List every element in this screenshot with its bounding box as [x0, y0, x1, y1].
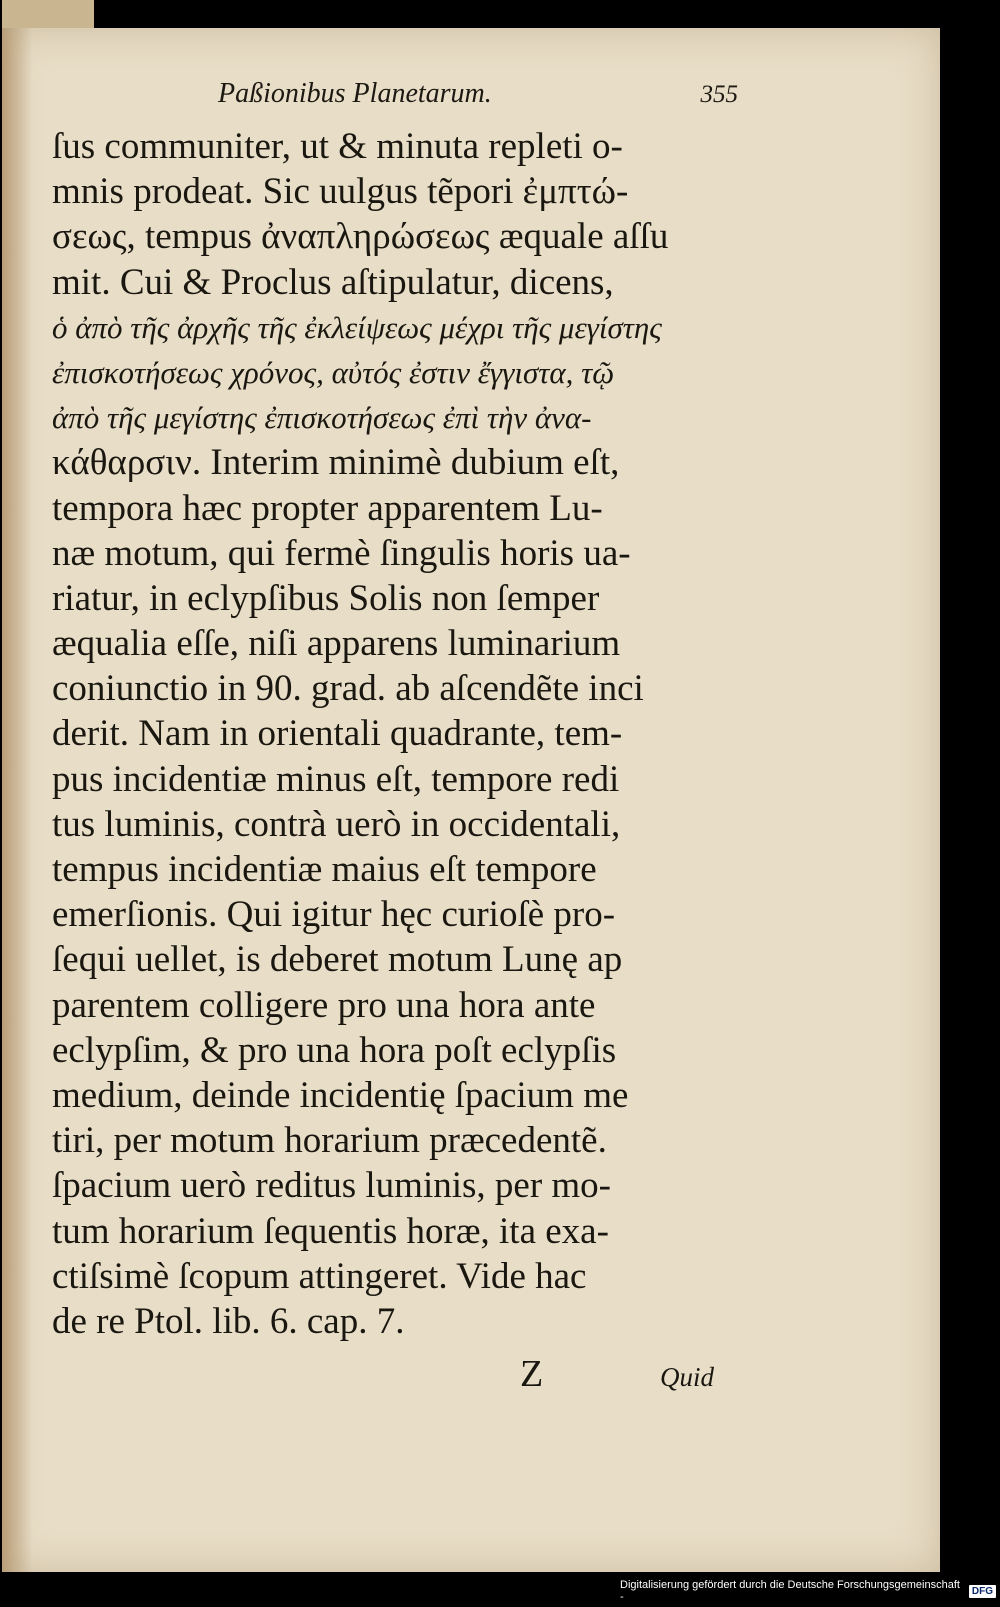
- catchword: Quid: [660, 1362, 714, 1392]
- page-gutter-shadow: [2, 28, 32, 1572]
- text-line: tempora hæc propter apparentem Lu-: [52, 487, 603, 529]
- text-line: tum horarium ſequentis horæ, ita exa-: [52, 1210, 609, 1252]
- digitization-footer: [620, 1580, 996, 1602]
- text-line: pus incidentiæ minus eſt, tempore redi: [52, 758, 620, 800]
- text-line: mit. Cui & Proclus aſtipulatur, dicens,: [52, 261, 614, 303]
- text-line: ſpacium uerò reditus luminis, per mo-: [52, 1165, 611, 1207]
- running-title: Paßionibus Planetarum.: [218, 78, 492, 109]
- text-line: tempus incidentiæ maius eſt tempore: [52, 849, 597, 890]
- text-line: tus luminis, contrà uerò in occidentali,: [52, 803, 621, 845]
- text-line: medium, deinde incidentię ſpacium me: [52, 1074, 629, 1116]
- text-line: κάθαρσιν. Interim minimè dubium eſt,: [52, 442, 620, 484]
- text-line: æqualia eſſe, niſi apparens luminarium: [52, 623, 621, 665]
- signature-mark: Z: [520, 1353, 544, 1395]
- text-line: coniunctio in 90. grad. ab aſcendẽte inci: [52, 668, 644, 710]
- text-line: eclypſim, & pro una hora poſt eclypſis: [52, 1029, 617, 1071]
- page-number: 355: [700, 81, 738, 108]
- text-line: næ motum, qui fermè ſingulis horis ua-: [52, 532, 631, 574]
- text-line: ſequi uellet, is deberet motum Lunę ap: [52, 939, 623, 981]
- text-line: ſus communiter, ut & minuta repleti o-: [52, 126, 623, 167]
- greek-text-line: ἐπισκοτήσεως χρόνος, αὐτός ἐστιν ἔγγιστα, τῷ: [52, 354, 615, 390]
- running-head: [218, 78, 738, 120]
- greek-text-line: ὁ ἀπὸ τῆς ἀρχῆς τῆς ἐκλείψεως μέχρι τῆς μεγίστης: [52, 309, 662, 345]
- text-line: mnis prodeat. Sic uulgus tẽpori ἐμπτώ-: [52, 171, 629, 213]
- text-line: σεως, tempus ἀναπληρώσεως æquale aſſu: [52, 216, 669, 258]
- body-text: [52, 124, 742, 1344]
- text-line: de re Ptol. lib. 6. cap. 7.: [52, 1300, 405, 1342]
- footer-credit: Digitalisierung gefördert durch die Deutsche Forschungsgemeinschaft -: [620, 1579, 960, 1603]
- text-line: ctiſsimè ſcopum attingeret. Vide hac: [52, 1255, 587, 1297]
- text-line: emerſionis. Qui igitur hęc curioſè pro-: [52, 894, 616, 936]
- page-corner-tab: [2, 0, 94, 28]
- text-line: riatur, in eclypſibus Solis non ſemper: [52, 577, 600, 619]
- greek-text-line: ἀπὸ τῆς μεγίστης ἐπισκοτήσεως ἐπὶ τὴν ἀνα-: [52, 400, 592, 436]
- text-line: derit. Nam in orientali quadrante, tem-: [52, 713, 623, 755]
- text-line: parentem colligere pro una hora ante: [52, 984, 596, 1026]
- text-line: tiri, per motum horarium præcedentẽ.: [52, 1120, 607, 1162]
- dfg-logo: DFG: [969, 1585, 996, 1598]
